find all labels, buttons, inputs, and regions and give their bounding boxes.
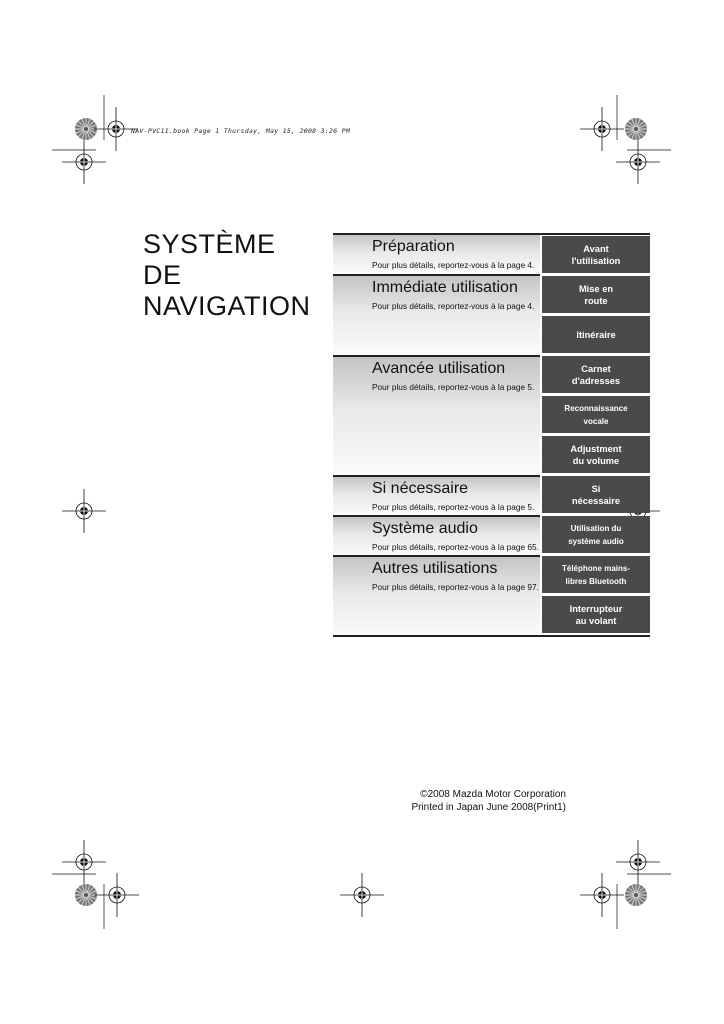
registration-mark-mid-left (62, 489, 106, 533)
section-title: Autres utilisations (372, 560, 498, 577)
document-title (143, 229, 311, 322)
tab-voice-recognition[interactable]: Reconnaissance vocale (542, 396, 650, 433)
tab-route[interactable]: Itinéraire (542, 316, 650, 353)
section-subtitle: Pour plus détails, reportez-vous à la page 4. (372, 301, 535, 311)
toc-bottom-rule (333, 635, 650, 637)
section-subtitle: Pour plus détails, reportez-vous à la page 65. (372, 542, 539, 552)
tab-getting-started[interactable]: Mise en route (542, 276, 650, 313)
table-of-contents (333, 233, 650, 637)
print-info-line: Printed in Japan June 2008(Print1) (411, 802, 566, 813)
section-subtitle: Pour plus détails, reportez-vous à la page 5. (372, 382, 535, 392)
print-slug: NAV-PVC11.book Page 1 Thursday, May 15, 2008 3:26 PM (131, 127, 351, 135)
section-title: Préparation (372, 238, 455, 255)
registration-mark-top-left (52, 95, 138, 184)
section-advanced-use[interactable] (333, 355, 540, 475)
tab-before-use[interactable]: Avant l'utilisation (542, 236, 650, 273)
section-title: Avancée utilisation (372, 360, 506, 377)
tab-volume-adjustment[interactable]: Adjustment du volume (542, 436, 650, 473)
tab-address-book[interactable]: Carnet d'adresses (542, 356, 650, 393)
section-immediate-use[interactable] (333, 274, 540, 355)
tab-bluetooth-phone[interactable]: Téléphone mains- libres Bluetooth (542, 556, 650, 593)
registration-mark-top-right (580, 95, 671, 184)
section-subtitle: Pour plus détails, reportez-vous à la page 5. (372, 502, 535, 512)
section-audio-system[interactable] (333, 515, 540, 555)
section-subtitle: Pour plus détails, reportez-vous à la page 4. (372, 260, 535, 270)
section-preparation[interactable] (333, 233, 540, 274)
registration-mark-bottom-left (52, 840, 139, 929)
tab-audio-system[interactable]: Utilisation du système audio (542, 516, 650, 553)
registration-mark-bottom-center (340, 873, 384, 917)
toc-top-rule (540, 233, 650, 235)
registration-mark-bottom-right (580, 840, 671, 929)
copyright-line: ©2008 Mazda Motor Corporation (420, 789, 566, 800)
title-line-1: SYSTÈME (143, 229, 276, 259)
section-subtitle: Pour plus détails, reportez-vous à la page 97. (372, 582, 539, 592)
section-if-necessary[interactable] (333, 475, 540, 515)
tab-steering-switch[interactable]: Interrupteur au volant (542, 596, 650, 633)
section-other-uses[interactable] (333, 555, 540, 637)
section-title: Si nécessaire (372, 480, 469, 497)
title-line-2: DE (143, 260, 182, 290)
section-title: Système audio (372, 520, 478, 537)
tab-if-necessary[interactable]: Si nécessaire (542, 476, 650, 513)
section-title: Immédiate utilisation (372, 279, 518, 296)
title-line-3: NAVIGATION (143, 291, 311, 321)
copyright-notice (380, 788, 566, 814)
